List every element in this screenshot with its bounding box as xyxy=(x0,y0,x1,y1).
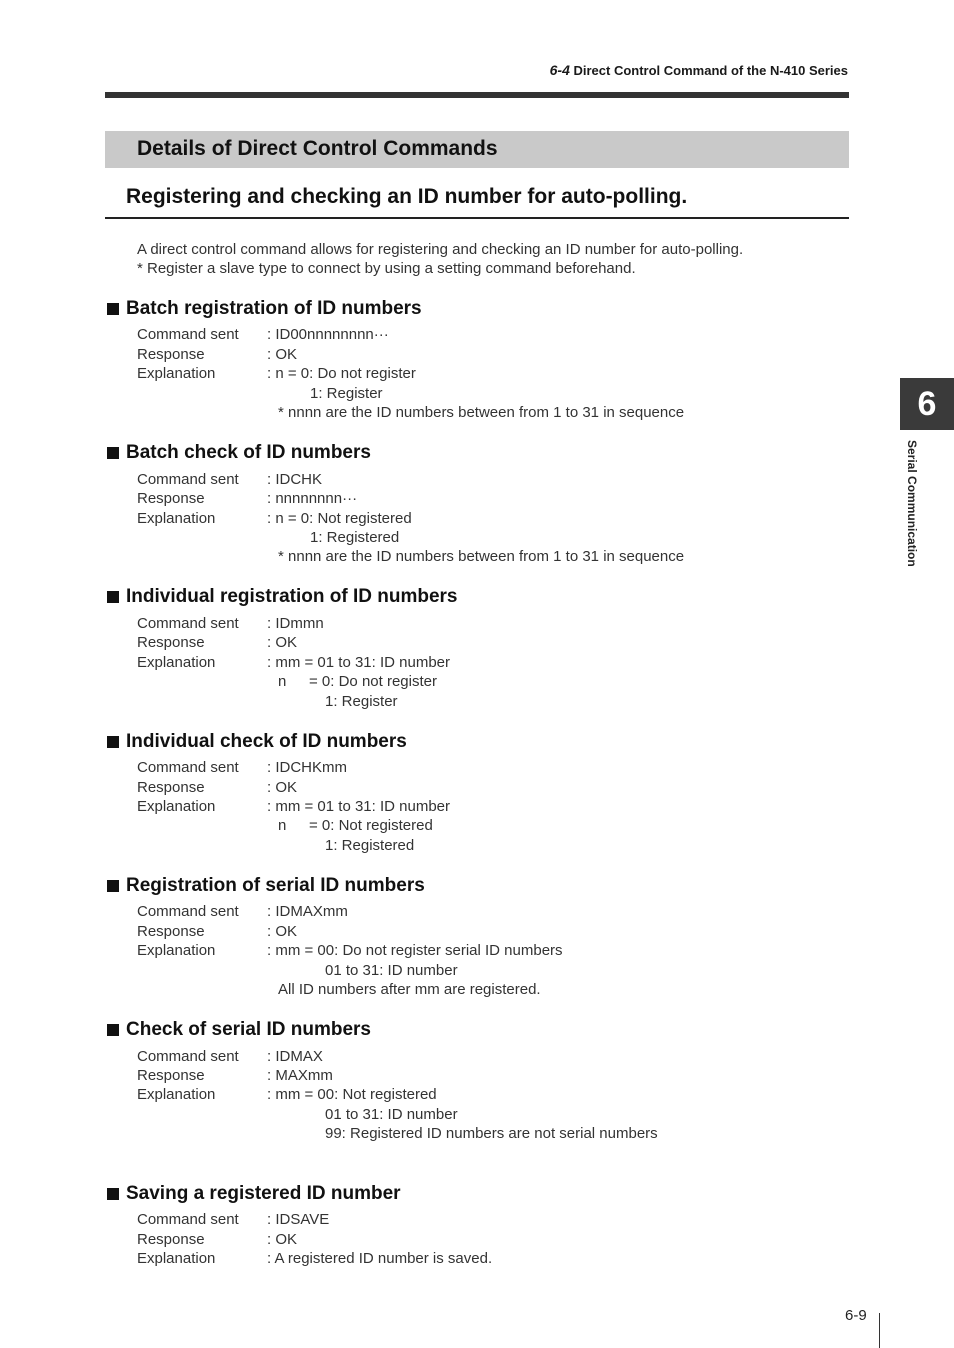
explanation-line: : mm = 01 to 31: ID number xyxy=(267,654,450,671)
explanation-label: Explanation xyxy=(137,798,216,815)
explanation-line: 01 to 31: ID number xyxy=(325,962,458,979)
page-number: 6-9 xyxy=(845,1307,867,1324)
response-label: Response xyxy=(137,1231,205,1248)
explanation-line: 01 to 31: ID number xyxy=(325,1106,458,1123)
response-label: Response xyxy=(137,346,205,363)
command-value: : IDCHKmm xyxy=(267,759,347,776)
header-rule xyxy=(105,92,849,98)
subsection-heading: Individual check of ID numbers xyxy=(107,731,407,753)
subsection-heading: Batch check of ID numbers xyxy=(107,442,371,464)
response-value: : OK xyxy=(267,779,298,796)
subsection-heading: Saving a registered ID number xyxy=(107,1183,401,1205)
command-label: Command sent xyxy=(137,903,239,920)
bullet-square-icon xyxy=(107,591,119,603)
command-value: : IDSAVE xyxy=(267,1211,330,1228)
explanation-label: Explanation xyxy=(137,654,216,671)
bullet-square-icon xyxy=(107,736,119,748)
explanation-line: : n = 0: Not registered xyxy=(267,510,412,527)
explanation-label: Explanation xyxy=(137,365,216,382)
bullet-square-icon xyxy=(107,1188,119,1200)
explanation-line: = 0: Do not register xyxy=(309,673,437,690)
command-label: Command sent xyxy=(137,615,239,632)
bullet-square-icon xyxy=(107,880,119,892)
intro-line-1: A direct control command allows for registering and checking an ID number for auto-polling. xyxy=(137,241,744,258)
bullet-square-icon xyxy=(107,303,119,315)
explanation-line: : A registered ID number is saved. xyxy=(267,1250,493,1267)
response-value: : OK xyxy=(267,1231,298,1248)
page-title: Registering and checking an ID number for auto-polling. xyxy=(126,185,688,208)
chapter-tab: 6 xyxy=(900,378,954,430)
bullet-square-icon xyxy=(107,1024,119,1036)
command-value: : IDCHK xyxy=(267,471,323,488)
subsection-heading: Check of serial ID numbers xyxy=(107,1019,371,1041)
explanation-line: 1: Register xyxy=(310,385,383,402)
header-title: Direct Control Command of the N-410 Series xyxy=(573,63,848,78)
explanation-note: * nnnn are the ID numbers between from 1 to 31 in sequence xyxy=(278,548,685,565)
explanation-line: : mm = 00: Do not register serial ID numbers xyxy=(267,942,563,959)
explanation-line: 1: Register xyxy=(325,693,398,710)
response-value: : MAXmm xyxy=(267,1067,333,1084)
command-label: Command sent xyxy=(137,1211,239,1228)
response-value: : OK xyxy=(267,346,298,363)
page-number-rule xyxy=(879,1313,880,1348)
side-chapter-label: Serial Communication xyxy=(905,440,919,567)
command-label: Command sent xyxy=(137,759,239,776)
explanation-note: * nnnn are the ID numbers between from 1 to 31 in sequence xyxy=(278,404,685,421)
explanation-line: n xyxy=(278,817,287,834)
explanation-line: : n = 0: Do not register xyxy=(267,365,416,382)
explanation-line: 1: Registered xyxy=(310,529,400,546)
response-value: : nnnnnnnn··· xyxy=(267,490,358,507)
bullet-square-icon xyxy=(107,447,119,459)
explanation-line: = 0: Not registered xyxy=(309,817,433,834)
command-value: : IDmmn xyxy=(267,615,324,632)
command-value: : IDMAXmm xyxy=(267,903,348,920)
response-value: : OK xyxy=(267,923,298,940)
explanation-line: : mm = 00: Not registered xyxy=(267,1086,437,1103)
subsection-heading: Individual registration of ID numbers xyxy=(107,586,457,608)
explanation-line: : mm = 01 to 31: ID number xyxy=(267,798,450,815)
explanation-line: 99: Registered ID numbers are not serial numbers xyxy=(325,1125,658,1142)
header-chapter: 6-4 xyxy=(549,62,570,78)
command-value: : IDMAX xyxy=(267,1048,323,1065)
response-label: Response xyxy=(137,634,205,651)
command-value: : ID00nnnnnnnn··· xyxy=(267,326,389,343)
section-title: Details of Direct Control Commands xyxy=(137,137,498,160)
explanation-label: Explanation xyxy=(137,510,216,527)
explanation-note: All ID numbers after mm are registered. xyxy=(278,981,541,998)
command-label: Command sent xyxy=(137,471,239,488)
explanation-line: n xyxy=(278,673,287,690)
subsection-heading: Batch registration of ID numbers xyxy=(107,298,422,320)
explanation-label: Explanation xyxy=(137,1250,216,1267)
command-label: Command sent xyxy=(137,326,239,343)
response-label: Response xyxy=(137,779,205,796)
response-label: Response xyxy=(137,923,205,940)
title-rule xyxy=(105,217,849,219)
subsection-heading: Registration of serial ID numbers xyxy=(107,875,425,897)
response-label: Response xyxy=(137,1067,205,1084)
response-label: Response xyxy=(137,490,205,507)
response-value: : OK xyxy=(267,634,298,651)
explanation-line: 1: Registered xyxy=(325,837,415,854)
running-header xyxy=(550,62,848,78)
intro-line-2: * Register a slave type to connect by using a setting command beforehand. xyxy=(137,260,636,277)
command-label: Command sent xyxy=(137,1048,239,1065)
explanation-label: Explanation xyxy=(137,1086,216,1103)
explanation-label: Explanation xyxy=(137,942,216,959)
